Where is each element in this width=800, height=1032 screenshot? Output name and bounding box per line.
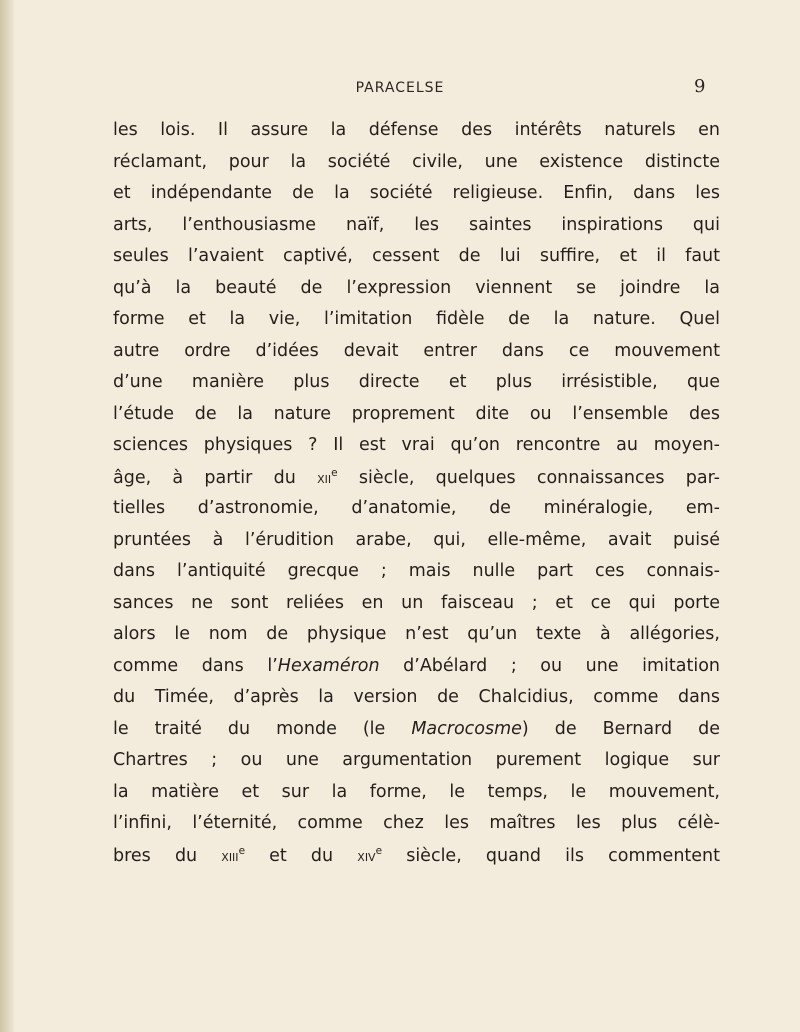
text-line: autre ordre d’idées devait entrer dans ce mouvement <box>113 340 720 361</box>
text-line: sances ne sont reliées en un faisceau ; et ce qui porte <box>113 592 720 613</box>
text-line: réclamant, pour la société civile, une existence distincte <box>113 151 720 172</box>
text-line: forme et la vie, l’imitation fidèle de la nature. Quel <box>113 309 720 329</box>
text-line: sciences physiques ? Il est vrai qu’on rencontre au moyen- <box>113 435 720 455</box>
text-line: et indépendante de la société religieuse. Enfin, dans les <box>113 183 720 203</box>
running-head: PARACELSE <box>355 80 445 96</box>
superscript: e <box>238 844 246 857</box>
text-line: l’infini, l’éternité, comme chez les maîtres les plus célè- <box>113 813 720 833</box>
italic-title: Hexaméron <box>277 655 380 676</box>
text-line: d’une manière plus directe et plus irrésistible, que <box>113 372 720 392</box>
text-line: la matière et sur la forme, le temps, le mouvement, <box>113 781 720 802</box>
text-run: ) de Bernard de <box>521 718 720 739</box>
superscript: e <box>331 466 338 479</box>
text-line: Chartres ; ou une argumentation purement logique sur <box>113 750 720 770</box>
text-run: bres du <box>113 845 222 866</box>
text-line: seules l’avaient captivé, cessent de lui suffire, et il faut <box>113 246 720 266</box>
text-line <box>113 462 720 494</box>
text-line <box>113 651 720 683</box>
text-run: âge, à partir du <box>113 467 318 488</box>
superscript: e <box>375 844 383 857</box>
text-run: siècle, quand ils commentent <box>382 845 720 866</box>
text-line: du Timée, d’après la version de Chalcidius, comme dans <box>113 687 720 707</box>
text-run: et du <box>245 845 358 866</box>
text-line: arts, l’enthousiasme naïf, les saintes inspirations qui <box>113 214 720 235</box>
text-line: tielles d’astronomie, d’anatomie, de minéralogie, em- <box>113 498 720 518</box>
page-number: 9 <box>694 76 706 97</box>
century-numeral: xiv <box>357 845 376 865</box>
text-run: siècle, quelques connaissances par- <box>337 467 720 488</box>
text-line: l’étude de la nature proprement dite ou l’ensemble des <box>113 403 720 424</box>
century-numeral: xiii <box>221 845 239 865</box>
text-line <box>113 840 720 872</box>
century-numeral: xii <box>317 467 332 487</box>
text-line <box>113 714 720 746</box>
italic-title: Macrocosme <box>411 718 522 739</box>
body-text <box>113 115 720 871</box>
text-line: les lois. Il assure la défense des intérêts naturels en <box>113 120 720 140</box>
text-line: dans l’antiquité grecque ; mais nulle part ces connais- <box>113 561 720 581</box>
text-line: alors le nom de physique n’est qu’un texte à allégories, <box>113 624 720 644</box>
text-run: le traité du monde (le <box>113 718 412 739</box>
page-binding-edge <box>0 0 14 1032</box>
text-line: pruntées à l’érudition arabe, qui, elle-même, avait puisé <box>113 529 720 550</box>
text-line: qu’à la beauté de l’expression viennent se joindre la <box>113 277 720 298</box>
text-run: comme dans l’ <box>113 655 278 676</box>
text-run: d’Abélard ; ou une imitation <box>379 655 721 676</box>
